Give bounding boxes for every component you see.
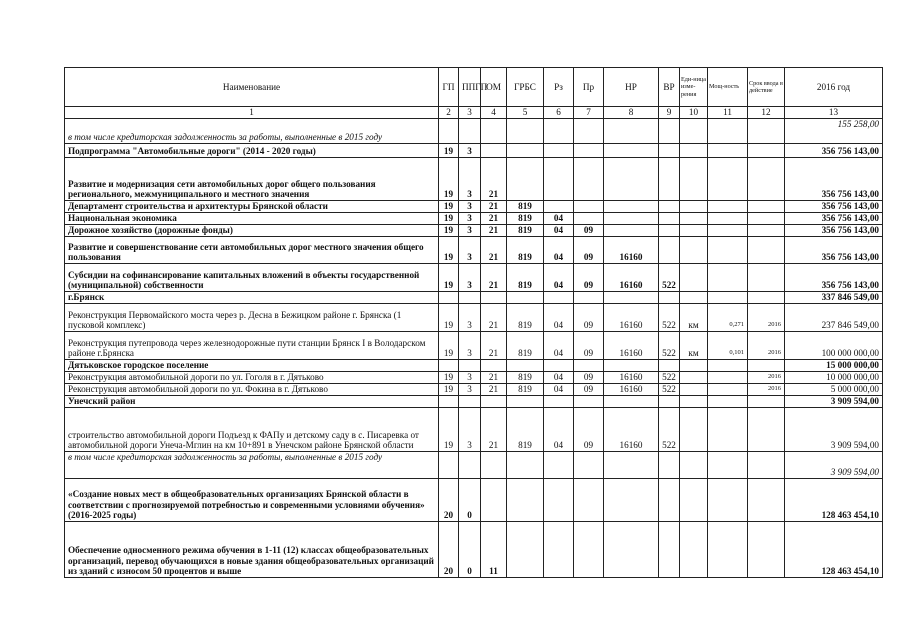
cell-power bbox=[708, 396, 748, 408]
cell-ppgp bbox=[459, 452, 481, 479]
cell-power bbox=[708, 237, 748, 264]
table-row bbox=[65, 225, 883, 237]
cell-name: в том числе кредиторская задолженность за работы, выполненные в 2015 году bbox=[65, 119, 439, 144]
cell-gp: 19 bbox=[439, 384, 459, 396]
cell-unit bbox=[680, 396, 708, 408]
cell-amount: 356 756 143,00 bbox=[785, 264, 883, 292]
cell-gp: 19 bbox=[439, 332, 459, 360]
cell-amount: 3 909 594,00 bbox=[785, 452, 883, 479]
cell-nr bbox=[604, 201, 659, 213]
cell-vr: 522 bbox=[659, 264, 680, 292]
cell-unit bbox=[680, 158, 708, 201]
cell-pr bbox=[574, 119, 604, 144]
cell-grbs: 819 bbox=[507, 237, 544, 264]
cell-ppgp: 3 bbox=[459, 225, 481, 237]
cell-vr: 522 bbox=[659, 332, 680, 360]
cell-pr: 09 bbox=[574, 384, 604, 396]
cell-unit bbox=[680, 452, 708, 479]
cell-amount: 10 000 000,00 bbox=[785, 372, 883, 384]
cell-term bbox=[748, 119, 785, 144]
cell-term bbox=[748, 264, 785, 292]
cell-unit bbox=[680, 360, 708, 372]
cell-gp: 19 bbox=[439, 158, 459, 201]
column-number-cell: 4 bbox=[481, 107, 507, 119]
cell-pr: 09 bbox=[574, 372, 604, 384]
cell-name: Национальная экономика bbox=[65, 213, 439, 225]
cell-power bbox=[708, 158, 748, 201]
cell-term bbox=[748, 158, 785, 201]
cell-ppgp: 3 bbox=[459, 372, 481, 384]
cell-unit bbox=[680, 292, 708, 304]
column-number-cell: 5 bbox=[507, 107, 544, 119]
table-row bbox=[65, 119, 883, 144]
cell-name: г.Брянск bbox=[65, 292, 439, 304]
cell-amount: 128 463 454,10 bbox=[785, 522, 883, 578]
cell-ppgp: 3 bbox=[459, 408, 481, 452]
cell-ppgp: 3 bbox=[459, 144, 481, 158]
table-row bbox=[65, 158, 883, 201]
cell-pr bbox=[574, 213, 604, 225]
cell-nr bbox=[604, 360, 659, 372]
cell-power: 0,101 bbox=[708, 332, 748, 360]
cell-amount: 5 000 000,00 bbox=[785, 384, 883, 396]
cell-nr bbox=[604, 522, 659, 578]
column-number-row bbox=[65, 107, 883, 119]
cell-name: Обеспечение односменного режима обучения в 1-11 (12) классах общеобразовательных организаций, перевод обучающихся в новые здания общеобразовательных организаций из зданий с износом 50 процентов и выше bbox=[65, 522, 439, 578]
cell-pr: 09 bbox=[574, 264, 604, 292]
cell-power bbox=[708, 372, 748, 384]
cell-pr: 09 bbox=[574, 225, 604, 237]
cell-gp bbox=[439, 360, 459, 372]
cell-vr bbox=[659, 119, 680, 144]
cell-name: Реконструкция Первомайского моста через р. Десна в Бежицком районе г. Брянска (1 пусковой комплекс) bbox=[65, 304, 439, 332]
cell-om bbox=[481, 452, 507, 479]
table-row bbox=[65, 479, 883, 522]
column-number-cell: 11 bbox=[708, 107, 748, 119]
cell-name: строительство автомобильной дороги Подъезд к ФАПу и детскому саду в с. Писаревка от автомобильной дороги Унеча-Мглин на км 10+891 в Унечском районе Брянской области bbox=[65, 408, 439, 452]
cell-name: Реконструкция автомобильной дороги по ул. Гоголя в г. Дятьково bbox=[65, 372, 439, 384]
cell-amount: 3 909 594,00 bbox=[785, 396, 883, 408]
cell-term bbox=[748, 479, 785, 522]
cell-term: 2016 bbox=[748, 332, 785, 360]
cell-gp: 20 bbox=[439, 522, 459, 578]
cell-amount: 155 258,00 bbox=[785, 119, 883, 144]
cell-ppgp: 3 bbox=[459, 158, 481, 201]
cell-pr: 09 bbox=[574, 237, 604, 264]
cell-name: Дорожное хозяйство (дорожные фонды) bbox=[65, 225, 439, 237]
cell-om: 21 bbox=[481, 384, 507, 396]
cell-grbs bbox=[507, 292, 544, 304]
cell-power bbox=[708, 479, 748, 522]
cell-om bbox=[481, 144, 507, 158]
cell-unit bbox=[680, 372, 708, 384]
cell-om: 21 bbox=[481, 332, 507, 360]
cell-term bbox=[748, 237, 785, 264]
cell-grbs bbox=[507, 119, 544, 144]
cell-name: Реконструкция путепровода через железнодорожные пути станции Брянск I в Володарском районе г.Брянска bbox=[65, 332, 439, 360]
header-unit: Еди-ница изме-рения bbox=[680, 68, 708, 107]
cell-pr bbox=[574, 522, 604, 578]
cell-term bbox=[748, 408, 785, 452]
cell-gp: 19 bbox=[439, 264, 459, 292]
cell-rz bbox=[544, 522, 574, 578]
header-vr: ВР bbox=[659, 68, 680, 107]
header-rz: Рз bbox=[544, 68, 574, 107]
cell-term: 2016 bbox=[748, 372, 785, 384]
cell-amount: 3 909 594,00 bbox=[785, 408, 883, 452]
cell-grbs bbox=[507, 396, 544, 408]
cell-rz bbox=[544, 292, 574, 304]
cell-amount: 356 756 143,00 bbox=[785, 158, 883, 201]
cell-ppgp: 3 bbox=[459, 213, 481, 225]
cell-om: 21 bbox=[481, 201, 507, 213]
cell-ppgp: 3 bbox=[459, 384, 481, 396]
cell-rz bbox=[544, 144, 574, 158]
header-term: Срок ввода в действие bbox=[748, 68, 785, 107]
cell-rz bbox=[544, 360, 574, 372]
table-row bbox=[65, 452, 883, 479]
cell-unit bbox=[680, 264, 708, 292]
cell-ppgp: 0 bbox=[459, 522, 481, 578]
cell-vr bbox=[659, 144, 680, 158]
cell-amount: 356 756 143,00 bbox=[785, 225, 883, 237]
cell-term bbox=[748, 213, 785, 225]
cell-ppgp: 3 bbox=[459, 237, 481, 264]
cell-nr: 16160 bbox=[604, 304, 659, 332]
cell-ppgp bbox=[459, 360, 481, 372]
cell-om bbox=[481, 479, 507, 522]
cell-vr bbox=[659, 452, 680, 479]
cell-om bbox=[481, 119, 507, 144]
cell-om: 21 bbox=[481, 372, 507, 384]
cell-grbs bbox=[507, 479, 544, 522]
column-number-cell: 6 bbox=[544, 107, 574, 119]
cell-name: в том числе кредиторская задолженность за работы, выполненные в 2015 году bbox=[65, 452, 439, 479]
cell-grbs: 819 bbox=[507, 384, 544, 396]
cell-amount: 15 000 000,00 bbox=[785, 360, 883, 372]
cell-power bbox=[708, 201, 748, 213]
cell-pr: 09 bbox=[574, 304, 604, 332]
cell-nr bbox=[604, 452, 659, 479]
cell-term bbox=[748, 201, 785, 213]
cell-grbs bbox=[507, 452, 544, 479]
cell-om: 21 bbox=[481, 213, 507, 225]
table-row bbox=[65, 237, 883, 264]
cell-term bbox=[748, 144, 785, 158]
cell-term bbox=[748, 522, 785, 578]
cell-unit bbox=[680, 225, 708, 237]
cell-amount: 356 756 143,00 bbox=[785, 201, 883, 213]
cell-power bbox=[708, 522, 748, 578]
table-body bbox=[65, 119, 883, 578]
column-number-cell: 2 bbox=[439, 107, 459, 119]
cell-vr bbox=[659, 522, 680, 578]
cell-power bbox=[708, 292, 748, 304]
table-row bbox=[65, 213, 883, 225]
header-nr: НР bbox=[604, 68, 659, 107]
cell-nr bbox=[604, 225, 659, 237]
cell-amount: 237 846 549,00 bbox=[785, 304, 883, 332]
cell-om: 21 bbox=[481, 408, 507, 452]
table-row bbox=[65, 360, 883, 372]
cell-gp bbox=[439, 396, 459, 408]
cell-amount: 356 756 143,00 bbox=[785, 213, 883, 225]
cell-unit bbox=[680, 522, 708, 578]
cell-nr: 16160 bbox=[604, 332, 659, 360]
cell-term bbox=[748, 360, 785, 372]
cell-ppgp: 3 bbox=[459, 264, 481, 292]
table-row bbox=[65, 408, 883, 452]
cell-gp: 19 bbox=[439, 304, 459, 332]
cell-term: 2016 bbox=[748, 384, 785, 396]
cell-grbs: 819 bbox=[507, 264, 544, 292]
cell-grbs: 819 bbox=[507, 225, 544, 237]
cell-name: Департамент строительства и архитектуры Брянской области bbox=[65, 201, 439, 213]
cell-unit bbox=[680, 408, 708, 452]
cell-vr bbox=[659, 201, 680, 213]
cell-unit bbox=[680, 237, 708, 264]
cell-term bbox=[748, 292, 785, 304]
cell-pr bbox=[574, 396, 604, 408]
cell-name: Дятьковское городское поселение bbox=[65, 360, 439, 372]
cell-om: 21 bbox=[481, 264, 507, 292]
table-row bbox=[65, 332, 883, 360]
header-pr: Пр bbox=[574, 68, 604, 107]
cell-gp: 19 bbox=[439, 144, 459, 158]
cell-om bbox=[481, 396, 507, 408]
column-number-cell: 9 bbox=[659, 107, 680, 119]
cell-rz bbox=[544, 479, 574, 522]
cell-pr bbox=[574, 158, 604, 201]
cell-power bbox=[708, 452, 748, 479]
cell-power bbox=[708, 360, 748, 372]
header-year: 2016 год bbox=[785, 68, 883, 107]
cell-rz bbox=[544, 396, 574, 408]
column-number-cell: 13 bbox=[785, 107, 883, 119]
cell-pr: 09 bbox=[574, 408, 604, 452]
header-name: Наименование bbox=[65, 68, 439, 107]
table-row bbox=[65, 304, 883, 332]
column-number-cell: 8 bbox=[604, 107, 659, 119]
cell-vr: 522 bbox=[659, 384, 680, 396]
cell-nr bbox=[604, 119, 659, 144]
cell-unit bbox=[680, 479, 708, 522]
cell-power bbox=[708, 119, 748, 144]
cell-rz: 04 bbox=[544, 332, 574, 360]
cell-ppgp: 3 bbox=[459, 304, 481, 332]
table-row bbox=[65, 144, 883, 158]
header-om: ОМ bbox=[481, 68, 507, 107]
cell-nr: 16160 bbox=[604, 372, 659, 384]
cell-power bbox=[708, 264, 748, 292]
cell-vr bbox=[659, 292, 680, 304]
cell-vr: 522 bbox=[659, 304, 680, 332]
cell-grbs: 819 bbox=[507, 332, 544, 360]
cell-grbs: 819 bbox=[507, 408, 544, 452]
cell-name: «Создание новых мест в общеобразовательных организациях Брянской области в соответствии с прогнозируемой потребностью и современными условиями обучения» (2016-2025 годы) bbox=[65, 479, 439, 522]
cell-term bbox=[748, 452, 785, 479]
cell-power bbox=[708, 144, 748, 158]
cell-ppgp: 3 bbox=[459, 201, 481, 213]
cell-rz: 04 bbox=[544, 213, 574, 225]
cell-pr bbox=[574, 201, 604, 213]
budget-table-sheet bbox=[64, 67, 882, 578]
cell-pr bbox=[574, 360, 604, 372]
header-ppgp: ППГП bbox=[459, 68, 481, 107]
cell-gp: 19 bbox=[439, 372, 459, 384]
cell-grbs: 819 bbox=[507, 201, 544, 213]
cell-rz bbox=[544, 452, 574, 479]
cell-gp: 19 bbox=[439, 408, 459, 452]
cell-power bbox=[708, 408, 748, 452]
cell-rz: 04 bbox=[544, 264, 574, 292]
cell-gp: 20 bbox=[439, 479, 459, 522]
cell-vr bbox=[659, 225, 680, 237]
cell-gp: 19 bbox=[439, 225, 459, 237]
cell-rz bbox=[544, 158, 574, 201]
cell-ppgp bbox=[459, 396, 481, 408]
cell-pr bbox=[574, 479, 604, 522]
column-number-cell: 3 bbox=[459, 107, 481, 119]
table-row bbox=[65, 522, 883, 578]
cell-vr bbox=[659, 158, 680, 201]
cell-vr bbox=[659, 213, 680, 225]
cell-unit: км bbox=[680, 304, 708, 332]
cell-gp: 19 bbox=[439, 201, 459, 213]
cell-rz: 04 bbox=[544, 408, 574, 452]
cell-rz bbox=[544, 119, 574, 144]
cell-pr bbox=[574, 292, 604, 304]
cell-name: Субсидии на софинансирование капитальных вложений в объекты государственной (муниципальной) собственности bbox=[65, 264, 439, 292]
cell-unit bbox=[680, 119, 708, 144]
table-row bbox=[65, 372, 883, 384]
cell-gp bbox=[439, 119, 459, 144]
cell-gp: 19 bbox=[439, 213, 459, 225]
column-number-cell: 12 bbox=[748, 107, 785, 119]
table-row bbox=[65, 384, 883, 396]
cell-nr: 16160 bbox=[604, 384, 659, 396]
cell-amount: 128 463 454,10 bbox=[785, 479, 883, 522]
cell-vr bbox=[659, 360, 680, 372]
cell-nr: 16160 bbox=[604, 408, 659, 452]
cell-rz: 04 bbox=[544, 384, 574, 396]
cell-amount: 337 846 549,00 bbox=[785, 292, 883, 304]
table-row bbox=[65, 201, 883, 213]
cell-amount: 356 756 143,00 bbox=[785, 144, 883, 158]
cell-unit bbox=[680, 144, 708, 158]
cell-nr: 16160 bbox=[604, 237, 659, 264]
cell-grbs bbox=[507, 360, 544, 372]
header-row bbox=[65, 68, 883, 107]
cell-power bbox=[708, 213, 748, 225]
cell-amount: 100 000 000,00 bbox=[785, 332, 883, 360]
table-row bbox=[65, 264, 883, 292]
cell-unit bbox=[680, 201, 708, 213]
cell-unit: км bbox=[680, 332, 708, 360]
cell-ppgp: 0 bbox=[459, 479, 481, 522]
cell-grbs bbox=[507, 158, 544, 201]
cell-pr: 09 bbox=[574, 332, 604, 360]
cell-unit bbox=[680, 384, 708, 396]
cell-vr bbox=[659, 479, 680, 522]
cell-nr bbox=[604, 158, 659, 201]
cell-pr bbox=[574, 452, 604, 479]
column-number-cell: 1 bbox=[65, 107, 439, 119]
cell-name: Подпрограмма "Автомобильные дороги" (2014 - 2020 годы) bbox=[65, 144, 439, 158]
cell-om: 21 bbox=[481, 237, 507, 264]
cell-nr bbox=[604, 479, 659, 522]
cell-ppgp bbox=[459, 292, 481, 304]
cell-nr bbox=[604, 292, 659, 304]
cell-om: 11 bbox=[481, 522, 507, 578]
cell-rz: 04 bbox=[544, 372, 574, 384]
table-row bbox=[65, 292, 883, 304]
header-gp: ГП bbox=[439, 68, 459, 107]
cell-rz: 04 bbox=[544, 304, 574, 332]
cell-vr: 522 bbox=[659, 408, 680, 452]
cell-term: 2016 bbox=[748, 304, 785, 332]
cell-gp bbox=[439, 292, 459, 304]
header-grbs: ГРБС bbox=[507, 68, 544, 107]
cell-nr bbox=[604, 396, 659, 408]
cell-nr: 16160 bbox=[604, 264, 659, 292]
cell-rz: 04 bbox=[544, 237, 574, 264]
cell-grbs: 819 bbox=[507, 372, 544, 384]
cell-gp bbox=[439, 452, 459, 479]
budget-table bbox=[64, 67, 883, 578]
cell-pr bbox=[574, 144, 604, 158]
cell-name: Развитие и модернизация сети автомобильных дорог общего пользования регионального, межмуниципального и местного значения bbox=[65, 158, 439, 201]
cell-name: Развитие и совершенствование сети автомобильных дорог местного значения общего пользования bbox=[65, 237, 439, 264]
cell-grbs: 819 bbox=[507, 213, 544, 225]
table-row bbox=[65, 396, 883, 408]
cell-vr bbox=[659, 396, 680, 408]
cell-term bbox=[748, 396, 785, 408]
column-number-cell: 10 bbox=[680, 107, 708, 119]
cell-rz bbox=[544, 201, 574, 213]
cell-unit bbox=[680, 213, 708, 225]
cell-grbs: 819 bbox=[507, 304, 544, 332]
cell-power bbox=[708, 225, 748, 237]
cell-nr bbox=[604, 144, 659, 158]
cell-om: 21 bbox=[481, 304, 507, 332]
cell-om: 21 bbox=[481, 225, 507, 237]
header-power: Мощ-ность bbox=[708, 68, 748, 107]
cell-ppgp bbox=[459, 119, 481, 144]
cell-rz: 04 bbox=[544, 225, 574, 237]
cell-om bbox=[481, 360, 507, 372]
cell-gp: 19 bbox=[439, 237, 459, 264]
cell-name: Реконструкция автомобильной дороги по ул. Фокина в г. Дятьково bbox=[65, 384, 439, 396]
cell-amount: 356 756 143,00 bbox=[785, 237, 883, 264]
cell-om bbox=[481, 292, 507, 304]
cell-ppgp: 3 bbox=[459, 332, 481, 360]
cell-power: 0,271 bbox=[708, 304, 748, 332]
cell-grbs bbox=[507, 144, 544, 158]
cell-grbs bbox=[507, 522, 544, 578]
column-number-cell: 7 bbox=[574, 107, 604, 119]
cell-vr: 522 bbox=[659, 372, 680, 384]
cell-nr bbox=[604, 213, 659, 225]
cell-term bbox=[748, 225, 785, 237]
cell-power bbox=[708, 384, 748, 396]
cell-om: 21 bbox=[481, 158, 507, 201]
cell-name: Унечский район bbox=[65, 396, 439, 408]
cell-vr bbox=[659, 237, 680, 264]
